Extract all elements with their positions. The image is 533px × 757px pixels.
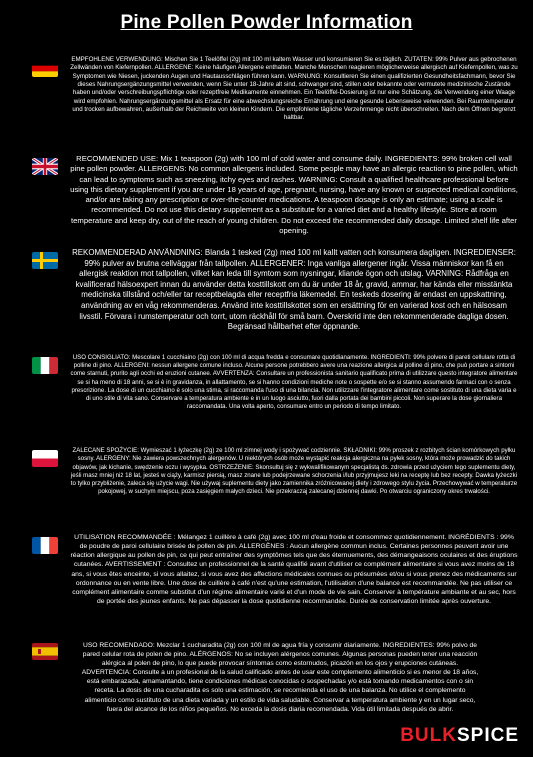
section-text-it: USO CONSIGLIATO: Mescolare 1 cucchiaino (2g) con 100 ml di acqua fredda e consumare quotidianamente. INGREDIENTI: 99% polvere di pareti cellulare rotta di polline di pino. ALLERGENI: nessun allergene comune incluso. Alcune persone potrebbero avere una reazione allergica al polline di pino, che può portare a sintomi come starnuti, prurito agli occhi ed eruzioni cutanee. AVVERTENZA: Consultare un professionista sanitario qualificato prima di utilizzare questo integratore alimentare se si ha meno di 18 anni, se si è in gravidanza, in allattamento, se si hanno condizioni mediche note o sospette e/o se si stanno assumendo farmaci con o senza prescrizione. La dose di un cucchiaino è solo una stima, si raccomanda l'uso di una bilancia. Non utilizzare l'integratore alimentare come sostituto di una dieta varia e di uno stile di vita sano. Conservare a temperatura ambiente e in un luogo asciutto, fuori dalla portata dei bambini piccoli. Non superare la dose giornaliera raccomandata. Una volta aperto, consumare entro un periodo di tempo limitato. [70, 354, 518, 411]
uk-flag-icon [32, 158, 58, 175]
brand-logo-part2: SPICE [456, 725, 519, 746]
page-title: Pine Pollen Powder Information [120, 12, 413, 33]
section-polish [0, 444, 533, 528]
section-spanish [0, 638, 533, 734]
france-flag-icon [32, 537, 58, 554]
section-text-de: EMPFOHLENE VERWENDUNG: Mischen Sie 1 Teelöffel (2g) mit 100 ml kaltem Wasser und konsumieren Sie es täglich. ZUTATEN: 99% Pulver aus gebrochenen Zellwänden von Kiefernpollen. ALLERGENE: Keine häufigen Allergene enthalten. Manche Menschen reagieren möglicherweise allergisch auf Kiefernpollen, was zu Symptomen wie Niesen, juckenden Augen und Hautausschlägen führen kann. WARNUNG: Konsultieren Sie einen qualifizierten Gesundheitsfachmann, bevor Sie dieses Nahrungsergänzungsmittel verwenden, wenn Sie unter 18-Jahre alt sind, schwanger sind, stillen oder bekannte oder vermutete medizinische Zustände haben und/oder verschreibungspflichtige oder rezeptfreie Medikamente einnehmen. Ein Teelöffel-Dosierung ist nur eine Schätzung, die Verwendung einer Waage wird empfohlen. Nahrungsergänzungsmittel als Ersatz für eine abwechslungsreiche Ernährung und eine gesunde Lebensweise verwenden. Bei Raumtemperatur und trocken aufbewahren, außerhalb der Reichweite von kleinen Kindern. Die empfohlene tägliche Verzehrmenge nicht überschreiten. Nach dem Öffnen begrenzt haltbar. [70, 56, 518, 122]
brand-logo-part1: BULK [400, 725, 457, 746]
section-text-en: RECOMMENDED USE: Mix 1 teaspoon (2g) with 100 ml of cold water and consume daily. INGREDIENTS: 99% broken cell wall pine pollen powder. ALLERGENS: No common allergens included. Some people may have an allergic reaction to pine pollen, which can lead to symptoms such as sneezing, itchy eyes and rashes. WARNING: Consult a qualified healthcare professional before using this dietary supplement if you are under 18 years of age, pregnant, nursing, have any known or suspected medical conditions, and/or are taking any prescription or over-the-counter medications. A teaspoon dosage is only an estimate; using a scale is recommended. Do not use this dietary supplement as a substitute for a varied diet and a healthy lifestyle. Store at room temperature and keep dry, out of the reach of young children. Do not exceed the recommended daily dosage. Limited shelf life after opening. [70, 154, 518, 236]
section-text-pl: ZALECANE SPOŻYCIE: Wymieszać 1 łyżeczkę (2g) ze 100 ml zimnej wody i spożywać codziennie. SKŁADNIKI: 99% proszek z rozbitych ścian komórkowych pyłku sosny. ALERGENY: Nie zawiera powszechnych alergenów. U niektórych osób może wystąpić reakcja alergiczna na pyłek sosny, która może prowadzić do takich objawów, jak kichanie, swędzenie oczu i wysypka. OSTRZEŻENIE: Skonsultuj się z wykwalifikowanym specjalistą ds. zdrowia przed użyciem tego suplementu diety, jeśli masz mniej niż 18 lat, jesteś w ciąży, karmisz piersią, masz znane lub podejrzewane schorzenia i/lub przyjmujesz leki na receptę lub bez recepty. Dawka łyżeczki to tylko przybliżenie, zaleca się użycie wagi. Nie używaj suplementu diety jako zamiennika zróżnicowanej diety i zdrowego stylu życia. Przechowywać w temperaturze pokojowej, w suchym miejscu, poza zasięgiem małych dzieci. Nie przekraczaj zalecanej dziennej dawki. Po otwarciu ograniczony okres trwałości. [70, 447, 518, 496]
poland-flag-icon [32, 450, 58, 467]
sweden-flag-icon [32, 252, 58, 269]
spain-flag-icon [32, 643, 58, 660]
section-italian [0, 352, 533, 442]
section-text-fr: UTILISATION RECOMMANDÉE : Mélangez 1 cuillère à café (2g) avec 100 ml d'eau froide et consommez quotidiennement. INGRÉDIENTS : 99% de poudre de paroi cellulaire brisée de pollen de pin. ALLERGÈNES : Aucun allergène commun inclus. Certaines personnes peuvent avoir une réaction allergique au pollen de pin, ce qui peut entraîner des symptômes tels que des éternuements, des démangeaisons oculaires et des éruptions cutanées. AVERTISSEMENT : Consultez un professionnel de la santé qualifié avant d'utiliser ce complément alimentaire si vous avez moins de 18 ans, si vous êtes enceinte, si vous allaitez, si vous avez des affections médicales connues ou présumées et/ou si vous prenez des médicaments sur ordonnance ou en vente libre. Une dose de cuillère à café n'est qu'une estimation, l'utilisation d'une balance est recommandée. Ne pas utiliser ce complément alimentaire comme substitut d'un régime alimentaire varié et d'un mode de vie sain. Conserver à température ambiante et au sec, hors de portée des jeunes enfants. Ne pas dépasser la dose quotidienne recommandée. Durée de conservation limitée après ouverture. [70, 534, 518, 606]
section-french [0, 531, 533, 627]
germany-flag-icon [32, 60, 58, 77]
section-text-es: USO RECOMENDADO: Mezclar 1 cucharadita (2g) con 100 ml de agua fría y consumir diariamente. INGREDIENTES: 99% polvo de pared celular rota de polen de pino. ALÉRGENOS: No se incluyen alérgenos comunes. Algunas personas pueden tener una reacción alérgica al polen de pino, lo que puede provocar síntomas como estornudos, picazón en los ojos y erupciones cutáneas. ADVERTENCIA: Consulte a un profesional de la salud calificado antes de usar este complemento alimenticio si es menor de 18 años, está embarazada, amamantando, tiene condiciones médicas conocidas o sospechadas y/o está tomando medicamentos con o sin receta. La dosis de una cucharadita es solo una estimación, se recomienda el uso de una balanza. No utilice el complemento alimenticio como sustituto de una dieta variada y un estilo de vida saludable. Conservar a temperatura ambiente y en un lugar seco, fuera del alcance de los niños pequeños. No exceda la dosis diaria recomendada. Vida útil limitada después de abrir. [81, 642, 479, 713]
section-swedish [0, 246, 533, 346]
section-english [0, 152, 533, 238]
brand-logo [400, 725, 519, 747]
italy-flag-icon [32, 357, 58, 374]
section-german [0, 52, 533, 138]
section-text-sv: REKOMMENDERAD ANVÄNDNING: Blanda 1 tesked (2g) med 100 ml kallt vatten och konsumera dagligen. INGREDIENSER: 99% pulver av brutna cellväggar från tallpollen. ALLERGENER: Inga vanliga allergener ingår. Vissa människor kan få en allergisk reaktion mot tallpollen, vilket kan leda till symtom som nysningar, kliande ögon och utslag. VARNING: Rådfråga en kvalificerad hälsoexpert innan du använder detta kosttillskott om du är under 18 år, gravid, ammar, har kända eller misstänkta medicinska tillstånd och/eller tar receptbelagda eller receptfria läkemedel. En teskeds dosering är endast en uppskattning, användning av en våg rekommenderas. Använd inte kosttillskottet som en ersättning för en varierad kost och en hälsosam livsstil. Förvara i rumstemperatur och torrt, utom räckhåll för små barn. Överskrid inte den rekommenderade dagliga dosen. Begränsad hållbarhet efter öppnande. [72, 248, 516, 332]
